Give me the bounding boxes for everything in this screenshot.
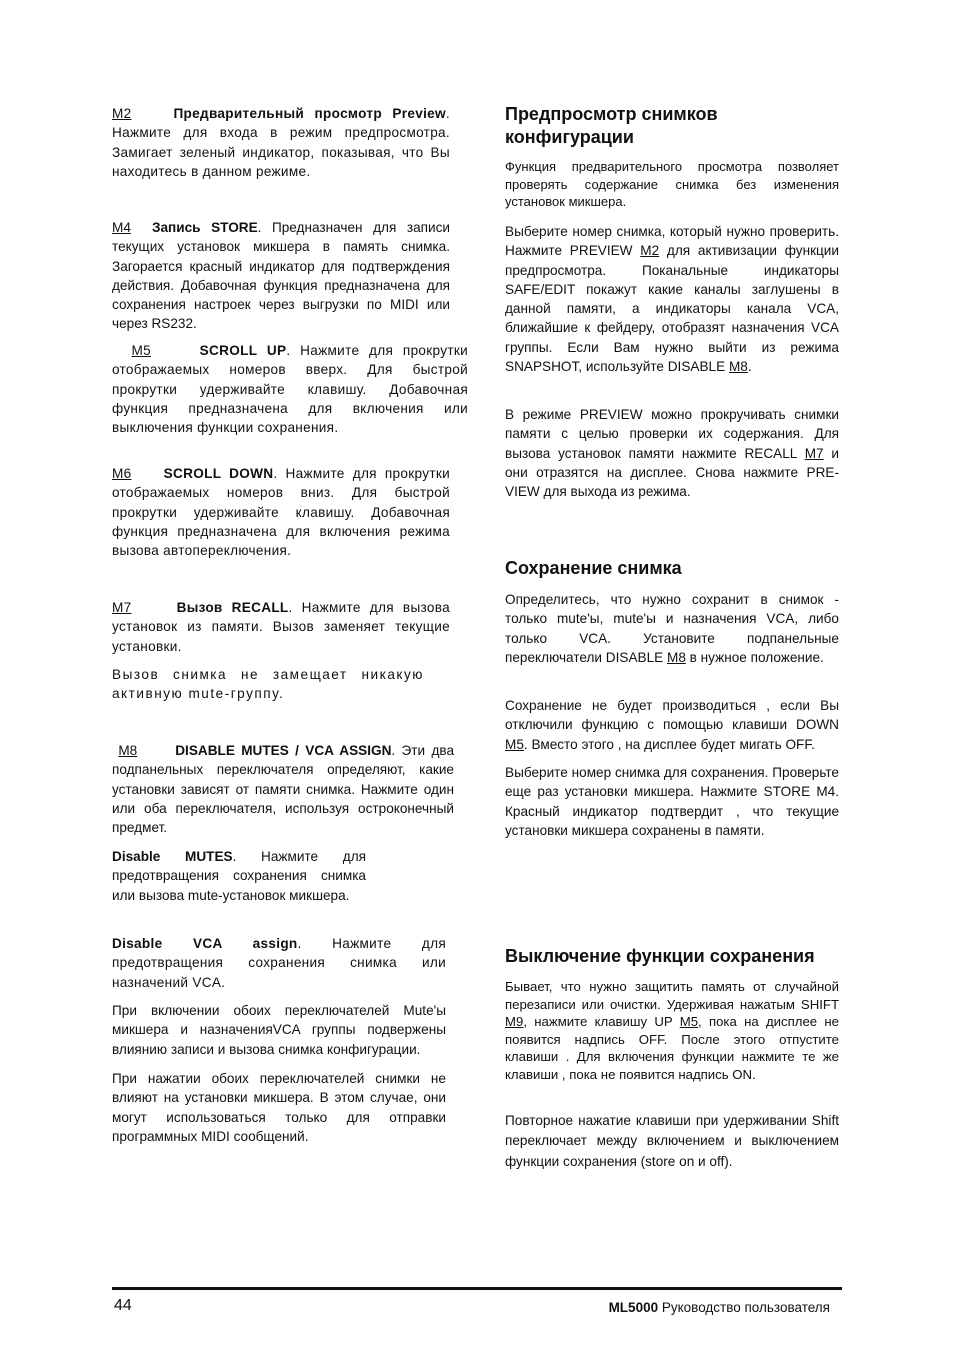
m8-key-label: M8 bbox=[118, 743, 138, 758]
save-p2-text-b: . Вместо этого , на дисплее будет мигать OFF. bbox=[523, 736, 815, 752]
save-p2-key-m5: M5 bbox=[505, 736, 524, 752]
save-heading: Сохранение снимка bbox=[505, 558, 682, 578]
m7-key-label: M7 bbox=[112, 600, 132, 615]
save-p1-text-a: Определитесь, что нужно сохранит в снимок - только mute'ы, mute'ы и назначения VCA, либо только VCA. Установите подпанельные переключатели DISABLE bbox=[505, 592, 839, 665]
both-switches-on-paragraph: При нажатии обоих переключателей снимки не влияют на установки микшера. В этом случае, они могут использоваться только для отправки программных MIDI сообщений. bbox=[112, 1071, 446, 1144]
m5-text: . Нажмите для прокрутки отображаемых номеров вверх. Для быстрой прокрутки удерживайте клавишу. Добавочная функция предназначена для включения или выключения функции сохранения. bbox=[112, 343, 469, 436]
disable-vca-title: Disable VCA assign bbox=[112, 936, 298, 951]
m2-title: Предварительный просмотр Preview bbox=[173, 106, 446, 121]
m5-key-label: M5 bbox=[131, 343, 151, 358]
protect-p1-text-b: , нажмите клавишу UP bbox=[523, 1014, 680, 1029]
preview-p2-text-b: для активизации функции предпросмотра. Поканальные индикаторы SAFE/EDIT покажут какие каналы заглушены в данной памяти, а индикаторы канала VCA, ближайшие к фейдеру, отобразят назначения VCA группы. Если Вам нужно выйти из режима SNAPSHOT, используйте DISABLE bbox=[505, 243, 839, 375]
save-p2-text-a: Сохранение не будет производиться , если Вы отключили функцию с помощью клавиши DOWN bbox=[505, 698, 839, 733]
disable-mutes-text: . Нажмите для предотвращения сохранения снимка или вызова mute-установок микшера. bbox=[112, 849, 366, 903]
m7-title: Вызов RECALL bbox=[176, 600, 289, 615]
protect-p1-key-m9: M9 bbox=[505, 1014, 524, 1029]
m2-description bbox=[112, 104, 450, 181]
m5-title: SCROLL UP bbox=[199, 343, 287, 358]
save-paragraph-3: Выберите номер снимка для сохранения. Проверьте еще раз установки микшера. Нажмите STORE M4. Красный индикатор подтвердит , что текущие установки микшера сохранены в памяти. bbox=[505, 765, 839, 838]
m7-text: . Нажмите для вызова установок из памяти. Вызов заменяет текущие установки. bbox=[112, 600, 450, 654]
disable-mutes-description bbox=[112, 847, 366, 905]
preview-p3-text-b: и они отразятся на дисплее. Снова нажмите PRE-VIEW для выхода из режима. bbox=[505, 445, 839, 500]
protect-paragraph-1 bbox=[505, 978, 839, 1083]
save-p1-key-m8: M8 bbox=[667, 649, 686, 665]
disable-vca-text: . Нажмите для предотвращения сохранения снимка или назначений VCA. bbox=[112, 936, 446, 990]
manual-title-text: Руководство пользователя bbox=[661, 1300, 830, 1315]
protect-paragraph-2: Повторное нажатие клавиши при удерживании Shift переключает между включением и выключением функции сохранения (store on и off). bbox=[505, 1113, 839, 1169]
preview-p2-text-a: Выберите номер снимка, который нужно проверить. Нажмите PREVIEW bbox=[505, 224, 839, 259]
preview-p2-key-m2: M2 bbox=[640, 243, 660, 259]
both-switches-off-paragraph: При включении обоих переключателей Mute'ы микшера и назначенияVCA группы подвержены влиянию записи и вызова снимка конфигурации. bbox=[112, 1003, 446, 1057]
disable-mutes-title: Disable MUTES bbox=[112, 849, 233, 864]
m7-description bbox=[112, 598, 450, 656]
preview-paragraph-3 bbox=[505, 405, 839, 501]
m4-title: Запись STORE bbox=[151, 220, 258, 235]
m6-text: . Нажмите для прокрутки отображаемых номеров вниз. Для быстрой прокрутки удерживайте клавишу. Добавочная функция предназначена для включения режима вызова автопереключения. bbox=[112, 466, 450, 559]
preview-paragraph-2 bbox=[505, 222, 839, 376]
save-paragraph-1 bbox=[505, 590, 839, 667]
disable-vca-description bbox=[112, 934, 446, 992]
preview-heading: Предпросмотр снимков конфигурации bbox=[505, 104, 718, 147]
m4-description bbox=[112, 218, 450, 334]
m4-text: . Предназначен для записи текущих установок микшера в память снимка. Загорается красный индикатор для подтверждения действия. Добавочная функция предназначена для сохранения настроек через выгрузки по MIDI или через RS232. bbox=[112, 220, 450, 332]
m7-note: Вызов снимка не замещает никакую активную mute-группу. bbox=[112, 667, 424, 702]
manual-title bbox=[609, 1298, 830, 1317]
preview-p3-key-m7: M7 bbox=[804, 445, 824, 461]
m6-key-label: M6 bbox=[112, 466, 132, 481]
page-number: 44 bbox=[114, 1297, 132, 1314]
protect-p1-text-a: Бывает, что нужно защитить память от случайной перезаписи или очистки. Удерживая нажатым SHIFT bbox=[505, 979, 839, 1012]
m5-description bbox=[112, 341, 468, 437]
m6-title: SCROLL DOWN bbox=[163, 466, 274, 481]
preview-p2-text-c: . bbox=[747, 359, 752, 375]
m8-title: DISABLE MUTES / VCA ASSIGN bbox=[175, 743, 392, 758]
m6-description bbox=[112, 464, 450, 560]
m8-text: . Эти два подпанельных переключателя определяют, какие установки зависят от памяти снимка. Нажмите один или оба переключателя, используя остроконечный предмет. bbox=[112, 743, 455, 836]
m8-description bbox=[112, 741, 454, 837]
protect-heading: Выключение функции сохранения bbox=[505, 946, 815, 966]
m4-key-label: M4 bbox=[112, 220, 131, 235]
m2-text: . Нажмите для входа в режим предпросмотра. Замигает зеленый индикатор, показывая, что Вы находитесь в данном режиме. bbox=[112, 106, 450, 179]
preview-p2-key-m8: M8 bbox=[728, 359, 748, 375]
save-paragraph-2 bbox=[505, 696, 839, 754]
preview-paragraph-1: Функция предварительного просмотра позволяет проверять содержание снимка без изменения установок микшера. bbox=[505, 159, 839, 209]
save-p1-text-b: в нужное положение. bbox=[685, 649, 824, 665]
protect-p1-text-c: , пока на дисплее не появится надпись OFF. После этого отпустите клавиши . Для включения функции нажмите те же клавиши , пока не появится надпись ON. bbox=[505, 1014, 839, 1082]
protect-p1-key-m5: M5 bbox=[679, 1014, 699, 1029]
model-name: ML5000 bbox=[608, 1300, 659, 1315]
preview-p3-text-a: В режиме PREVIEW можно прокручивать снимки памяти с целью проверки их содержания. Для вызова установок памяти нажмите RECALL bbox=[505, 407, 839, 461]
footer-divider bbox=[112, 1287, 842, 1290]
m2-key-label: M2 bbox=[112, 106, 132, 121]
